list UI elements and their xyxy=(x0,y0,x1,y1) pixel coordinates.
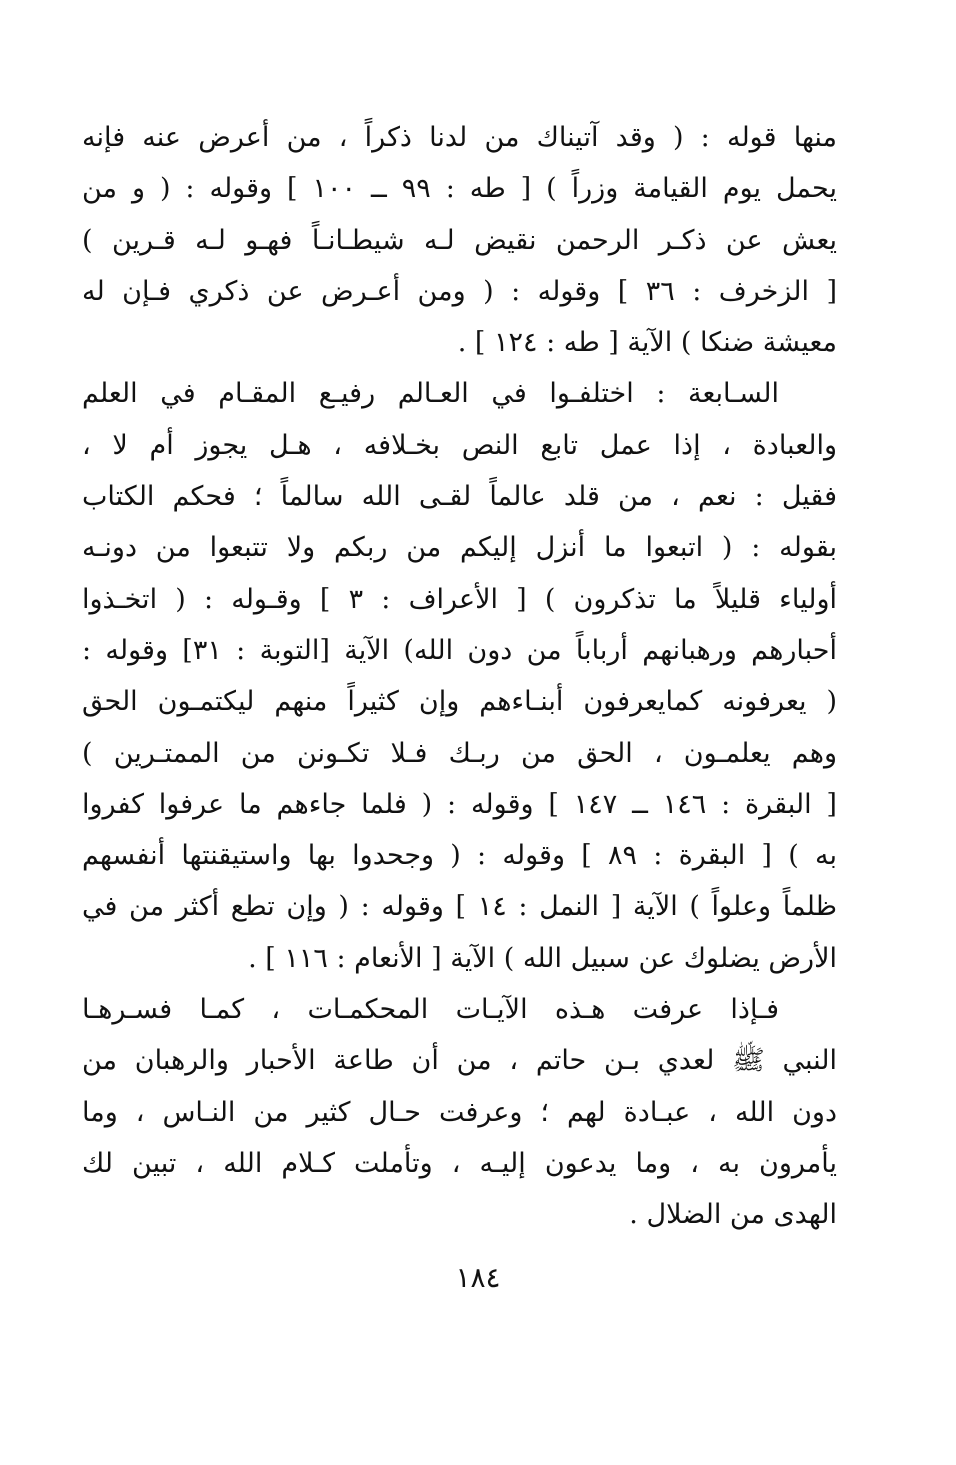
text-line: به ) [ البقرة : ٨٩ ] وقوله : ( وجحدوا بها واستيقنتها أنفسهم xyxy=(82,840,837,872)
text-line: دون الله ، عبـادة لهم ؛ وعرفت حـال كثير من النـاس ، وما xyxy=(82,1096,837,1128)
text-line: ( يعرفونه كمايعرفون أبنـاءهم وإن كثيراً منهم ليكتمـون الحق xyxy=(82,686,837,718)
text-line: ظلماً وعلواً ) الآية [ النمل : ١٤ ] وقوله : ( وإن تطع أكثر من في xyxy=(82,891,837,923)
text-line: أحبارهم ورهبانهم أرباباً من دون الله) الآية [التوبة : ٣١] وقوله : xyxy=(82,634,837,666)
text-line: السـابعة : اختلفـوا في العـالم رفيـع المقـام في العلم xyxy=(82,378,779,410)
text-line: والعبادة ، إذا عمل تابع النص بخـلافه ، هـل يجوز أم لا ، xyxy=(82,429,837,461)
text-line: [ الزخرف : ٣٦ ] وقوله : ( ومن أعـرض عن ذكري فـإن له xyxy=(82,275,837,307)
text-line: فـإذا عرفت هـذه الآيـات المحكمـات ، كمـا فسـرهـا xyxy=(82,994,779,1026)
text-line: النبي ﷺ لعدي بـن حاتم ، من أن طاعة الأحبار والرهبان من xyxy=(82,1045,837,1077)
text-line: يأمرون به ، وما يدعون إليـه ، وتأملت كـلام الله ، تبين لك xyxy=(82,1147,837,1179)
text-line: فقيل : نعم ، من قلد عالماً لقـى الله سالماً ؛ فحكم الكتاب xyxy=(82,481,837,513)
text-line: منها قوله : ( وقد آتيناك من لدنا ذكراً ، من أعرض عنه فإنه xyxy=(82,122,837,153)
page-number: ١٨٤ xyxy=(455,1261,501,1294)
body-text xyxy=(82,112,837,1241)
text-line: أولياء قليلاً ما تذكرون ) [ الأعراف : ٣ ] وقـوله : ( اتخـذوا xyxy=(82,583,837,615)
text-line: بقوله : ( اتبعوا ما أنزل إليكم من ربكم ولا تتبعوا من دونـه xyxy=(82,532,837,564)
text-line: يعش عن ذكـر الرحمن نقيض لـه شيطـانـاً فهـو لـه قـرين ) xyxy=(82,224,837,256)
text-line: [ البقرة : ١٤٦ ــ ١٤٧ ] وقوله : ( فلما جاءهم ما عرفوا كفروا xyxy=(82,788,837,820)
text-line: الأرض يضلوك عن سبيل الله ) الآية [ الأنعام : ١١٦ ] . xyxy=(248,942,837,974)
text-line: معيشة ضنكا ) الآية [ طه : ١٢٤ ] . xyxy=(457,327,837,359)
text-line: وهم يعلمـون ، الحق من ربـك فـلا تكـونن من الممتـرين ) xyxy=(82,737,837,769)
text-line: يحمل يوم القيامة وزراً ) [ طه : ٩٩ ــ ١٠٠ ] وقوله : ( و من xyxy=(82,173,837,205)
text-line: الهدى من الضلال . xyxy=(629,1199,837,1231)
